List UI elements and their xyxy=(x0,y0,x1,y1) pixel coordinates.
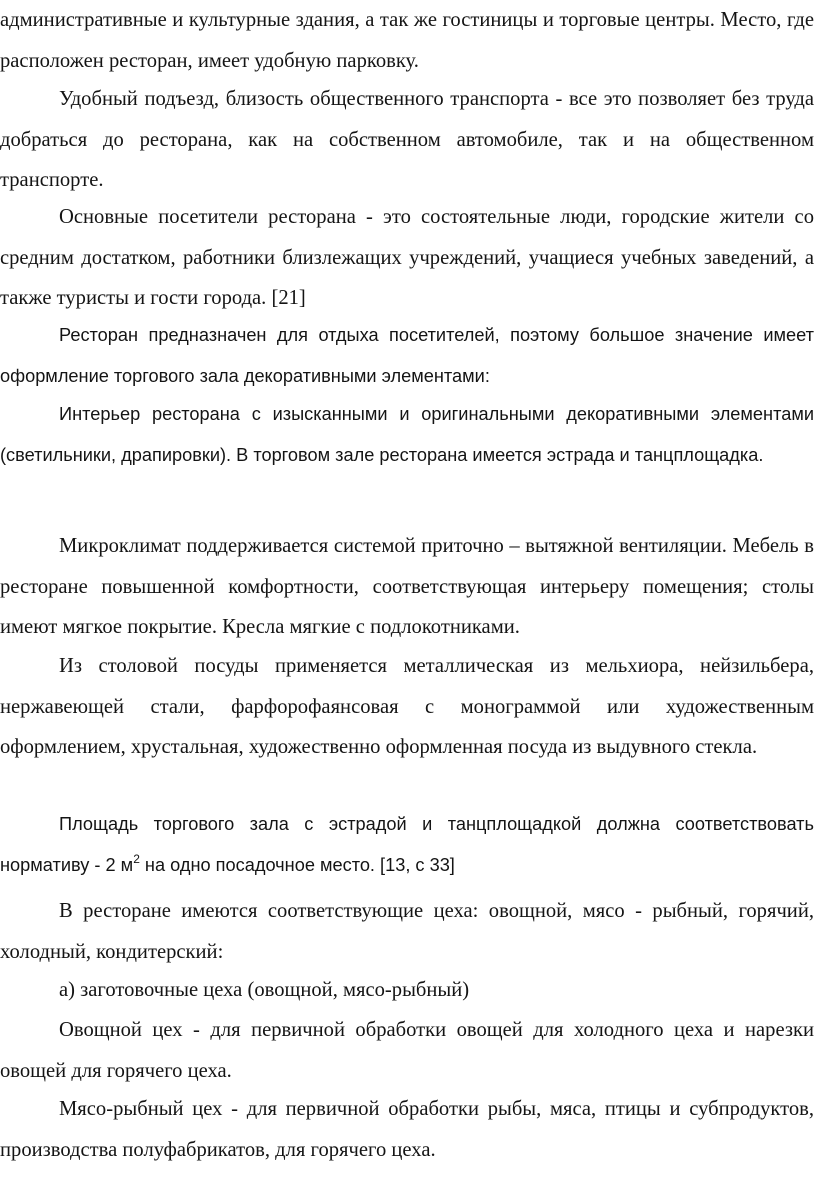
paragraph-10: а) заготовочные цеха (овощной, мясо-рыбный) xyxy=(59,979,470,1001)
paragraph-6: Микроклимат поддерживается системой приточно – вытяжной вентиляции. Мебель в ресторане повышенной комфортности, соответствующая интерьеру помещения; столы имеют мягкое покрытие. Кресла мягкие с подлокотниками. xyxy=(0,535,814,638)
paragraph-8-text-before: Площадь торгового зала с эстрадой и танцплощадкой должна соответствовать нормативу - 2 м xyxy=(0,814,814,875)
superscript-square-meter: 2 xyxy=(133,851,140,866)
paragraph-9: В ресторане имеются соответствующие цеха: овощной, мясо - рыбный, горячий, холодный, кондитерский: xyxy=(0,900,814,963)
paragraph-8-text-after: на одно посадочное место. [13, с 33] xyxy=(139,854,455,875)
paragraph-5: Интерьер ресторана с изысканными и оригинальными декоративными элементами (светильники, драпировки). В торговом зале ресторана имеется эстрада и танцплощадка. xyxy=(0,404,814,465)
paragraph-4: Ресторан предназначен для отдыха посетителей, поэтому большое значение имеет оформление торгового зала декоративными элементами: xyxy=(0,325,814,386)
paragraph-1: административные и культурные здания, а так же гостиницы и торговые центры. Место, где расположен ресторан, имеет удобную парковку. xyxy=(0,9,814,72)
paragraph-8 xyxy=(0,804,814,885)
paragraph-2: Удобный подъезд, близость общественного транспорта - все это позволяет без труда добраться до ресторана, как на собственном автомобиле, так и на общественном транспорте. xyxy=(0,88,814,191)
paragraph-11: Овощной цех - для первичной обработки овощей для холодного цеха и нарезки овощей для горячего цеха. xyxy=(0,1019,814,1082)
paragraph-7: Из столовой посуды применяется металлическая из мельхиора, нейзильбера, нержавеющей стали, фарфорофаянсовая с монограммой или художественным оформлением, хрустальная, художественно оформленная посуда из выдувного стекла. xyxy=(0,655,814,758)
paragraph-12: Мясо-рыбный цех - для первичной обработки рыбы, мяса, птицы и субпродуктов, производства полуфабрикатов, для горячего цеха. xyxy=(0,1098,814,1161)
paragraph-3: Основные посетители ресторана - это состоятельные люди, городские жители со средним достатком, работники близлежащих учреждений, учащиеся учебных заведений, а также туристы и гости города. [21] xyxy=(0,206,814,309)
